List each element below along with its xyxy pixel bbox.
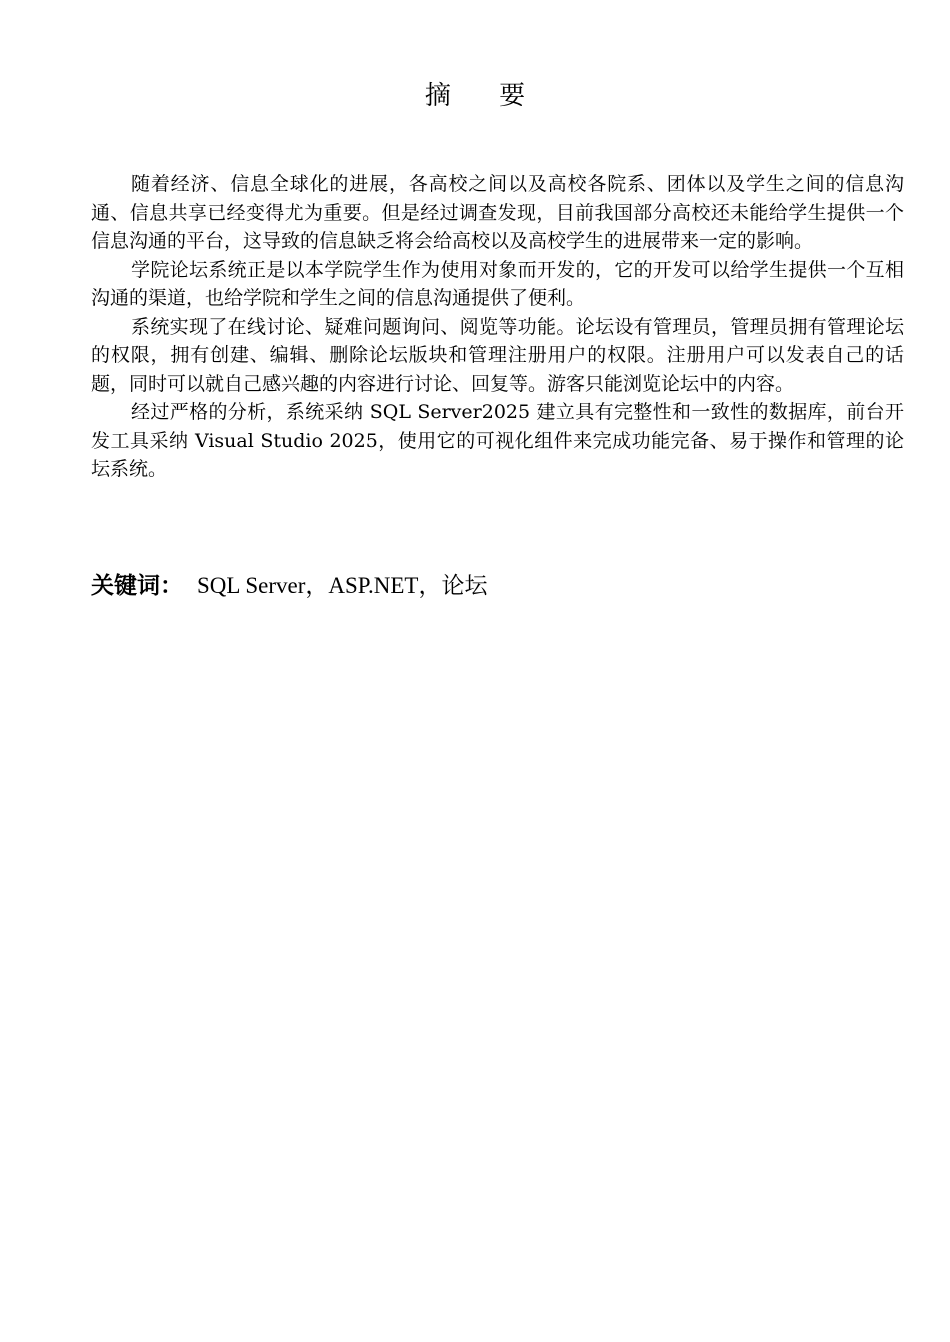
abstract-body — [91, 170, 904, 484]
abstract-paragraph-4: 经过严格的分析，系统采纳 SQL Server2025 建立具有完整性和一致性的数据库，前台开发工具采纳 Visual Studio 2025，使用它的可视化组件来完成功能完备、易于操作和管理的论坛系统。 — [91, 401, 904, 480]
keywords-values: SQL Server，ASP.NET，论坛 — [197, 573, 488, 598]
abstract-paragraph-2: 学院论坛系统正是以本学院学生作为使用对象而开发的，它的开发可以给学生提供一个互相沟通的渠道，也给学院和学生之间的信息沟通提供了便利。 — [91, 258, 904, 309]
keywords-label: 关键词： — [91, 573, 183, 599]
keywords-line — [91, 570, 904, 602]
abstract-paragraph-3: 系统实现了在线讨论、疑难问题询问、阅览等功能。论坛设有管理员，管理员拥有管理论坛的权限，拥有创建、编辑、删除论坛版块和管理注册用户的权限。注册用户可以发表自己的话题，同时可以就自己感兴趣的内容进行讨论、回复等。游客只能浏览论坛中的内容。 — [91, 315, 904, 395]
abstract-paragraph-1: 随着经济、信息全球化的进展，各高校之间以及高校各院系、团体以及学生之间的信息沟通、信息共享已经变得尤为重要。但是经过调查发现，目前我国部分高校还未能给学生提供一个信息沟通的平台，这导致的信息缺乏将会给高校以及高校学生的进展带来一定的影响。 — [91, 173, 904, 252]
abstract-title: 摘 要 — [424, 81, 546, 111]
